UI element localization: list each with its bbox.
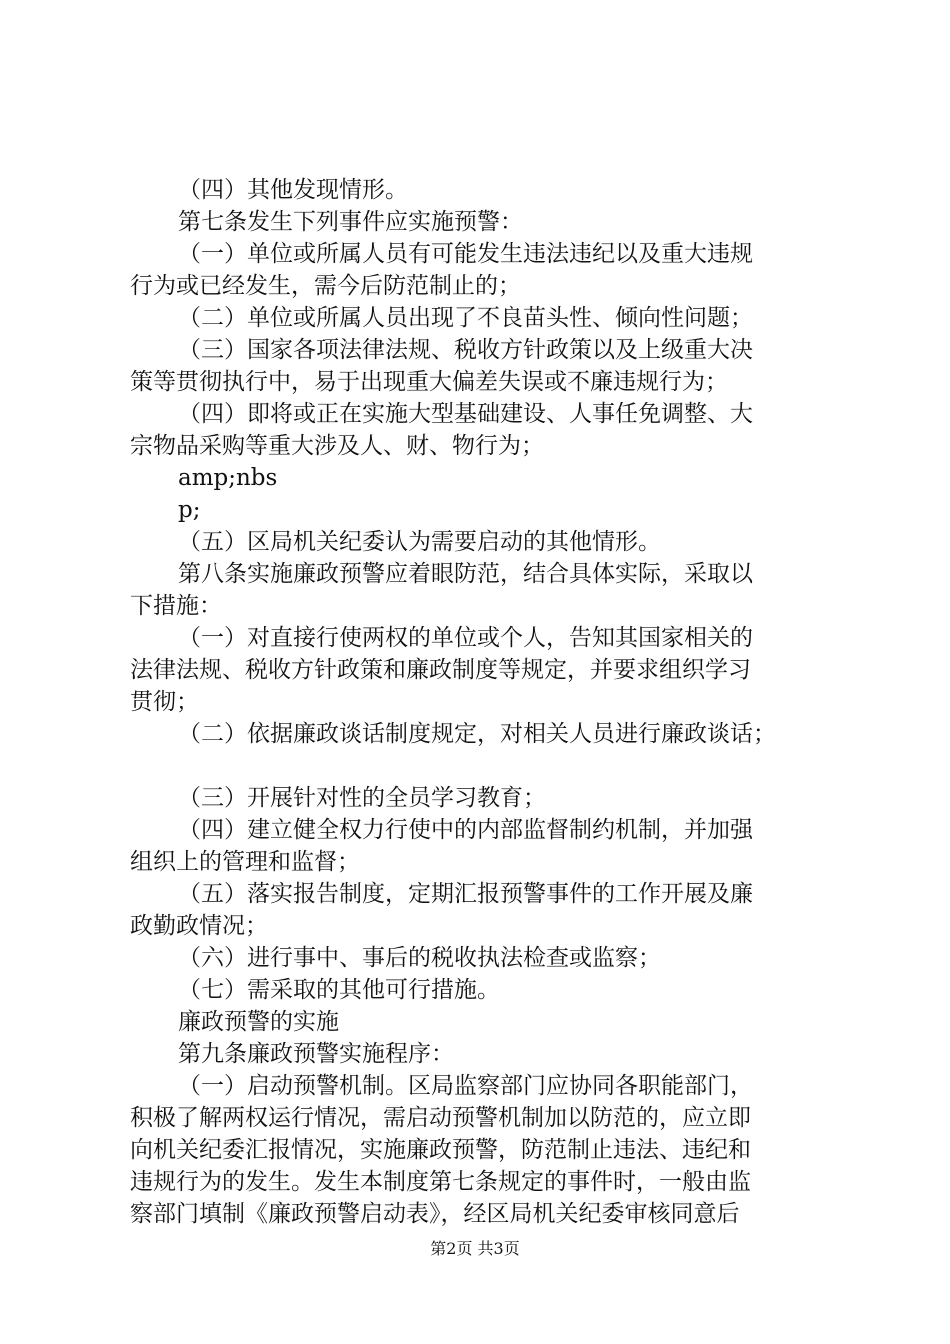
text-line: 策等贯彻执行中，易于出现重大偏差失误或不廉违规行为； bbox=[130, 369, 728, 395]
text-line: 法律法规、税收方针政策和廉政制度等规定，并要求组织学习 bbox=[130, 657, 751, 683]
text-line: 积极了解两权运行情况，需启动预警机制加以防范的，应立即 bbox=[130, 1105, 751, 1131]
text-line: 廉政预警的实施 bbox=[178, 1009, 339, 1035]
text-line: 第八条实施廉政预警应着眼防范，结合具体实际，采取以 bbox=[178, 561, 753, 587]
text-line: （二）单位或所属人员出现了不良苗头性、倾向性问题； bbox=[178, 305, 753, 331]
text-line: （一）启动预警机制。区局监察部门应协同各职能部门， bbox=[178, 1073, 753, 1099]
text-line: amp;nbs bbox=[178, 465, 278, 491]
text-line: 行为或已经发生，需今后防范制止的； bbox=[130, 273, 521, 299]
text-line: 第七条发生下列事件应实施预警： bbox=[178, 209, 523, 235]
text-line: 贯彻； bbox=[130, 689, 199, 715]
text-line: 违规行为的发生。发生本制度第七条规定的事件时，一般由监 bbox=[130, 1169, 751, 1195]
text-line: 第九条廉政预警实施程序： bbox=[178, 1041, 454, 1067]
text-line: 组织上的管理和监督； bbox=[130, 849, 360, 875]
text-line: 察部门填制《廉政预警启动表》，经区局机关纪委审核同意后 bbox=[130, 1201, 740, 1227]
text-line: （五）落实报告制度，定期汇报预警事件的工作开展及廉 bbox=[178, 881, 753, 907]
text-line: p; bbox=[178, 497, 201, 523]
text-line: （一）单位或所属人员有可能发生违法违纪以及重大违规 bbox=[178, 241, 753, 267]
text-line: （四）即将或正在实施大型基础建设、人事任免调整、大 bbox=[178, 401, 753, 427]
text-line: 宗物品采购等重大涉及人、财、物行为； bbox=[130, 433, 544, 459]
text-line: （三）国家各项法律法规、税收方针政策以及上级重大决 bbox=[178, 337, 753, 363]
page-footer: 第2页 共3页 bbox=[430, 1239, 520, 1258]
text-line: （四）建立健全权力行使中的内部监督制约机制，并加强 bbox=[178, 817, 753, 843]
text-line: （三）开展针对性的全员学习教育； bbox=[178, 785, 546, 811]
text-line: （一）对直接行使两权的单位或个人，告知其国家相关的 bbox=[178, 625, 753, 651]
text-line: （六）进行事中、事后的税收执法检查或监察； bbox=[178, 945, 661, 971]
text-line: （四）其他发现情形。 bbox=[178, 177, 408, 203]
text-line: （二）依据廉政谈话制度规定，对相关人员进行廉政谈话； bbox=[178, 721, 776, 747]
text-line: （七）需采取的其他可行措施。 bbox=[178, 977, 500, 1003]
text-line: 下措施： bbox=[130, 593, 222, 619]
text-line: （五）区局机关纪委认为需要启动的其他情形。 bbox=[178, 529, 661, 555]
text-line: 向机关纪委汇报情况，实施廉政预警，防范制止违法、违纪和 bbox=[130, 1137, 751, 1163]
text-line: 政勤政情况； bbox=[130, 913, 268, 939]
